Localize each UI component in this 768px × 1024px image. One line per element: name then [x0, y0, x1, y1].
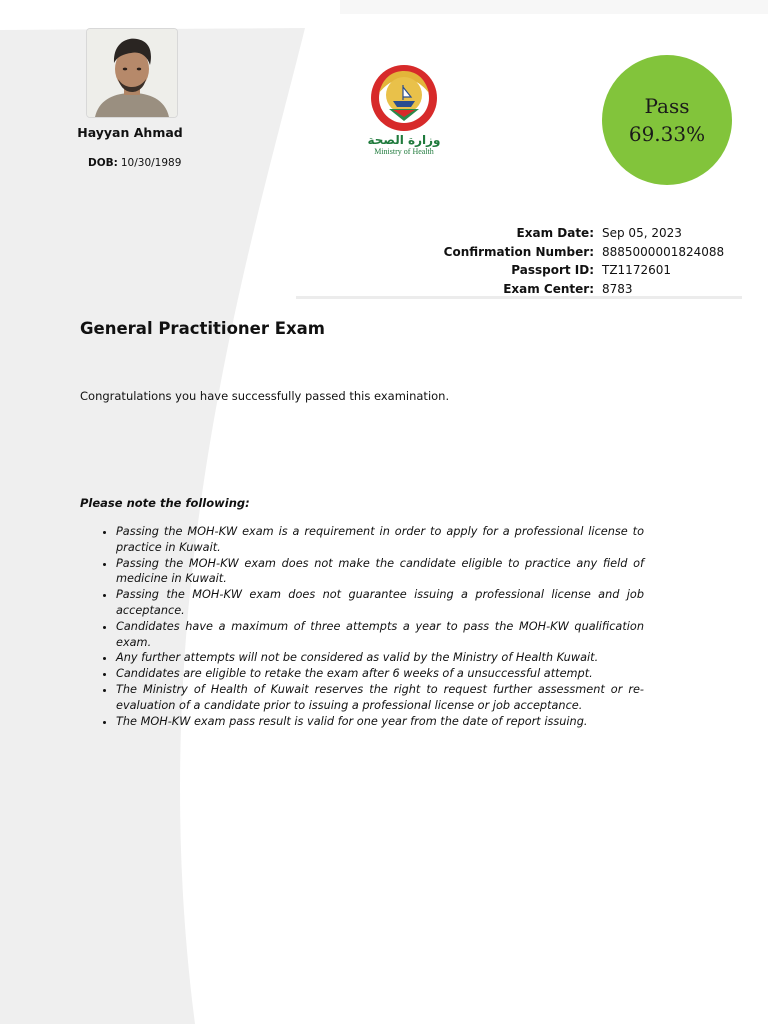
result-status: Pass [644, 94, 690, 118]
exam-date-label: Exam Date: [516, 226, 594, 241]
note-item: • The Ministry of Health of Kuwait reserves the right to request further assessment or re-evaluation of a candidate prior to issuing a professional license or job acceptance. [116, 682, 644, 714]
notes-heading: Please note the following: [80, 496, 250, 510]
note-item: • Candidates have a maximum of three attempts a year to pass the MOH-KW qualification exam. [116, 619, 644, 651]
notes-list [98, 524, 644, 729]
confirmation-number-label: Confirmation Number: [443, 244, 594, 259]
exam-date-value: Sep 05, 2023 [602, 226, 682, 241]
candidate-name: Hayyan Ahmad [77, 125, 183, 140]
exam-date-row [404, 224, 720, 243]
confirmation-number-value: 8885000001824088 [602, 244, 725, 259]
header-divider [296, 296, 742, 299]
note-item: • The MOH-KW exam pass result is valid for one year from the date of report issuing. [116, 714, 644, 730]
dob-label: DOB: [88, 157, 118, 169]
note-item: • Candidates are eligible to retake the exam after 6 weeks of a unsuccessful attempt. [116, 666, 644, 682]
note-item: • Any further attempts will not be considered as valid by the Ministry of Health Kuwait. [116, 650, 644, 666]
note-item: • Passing the MOH-KW exam is a requirement in order to apply for a professional license to practice in Kuwait. [116, 524, 644, 556]
exam-center-label: Exam Center: [503, 281, 594, 296]
logo-english-text: Ministry of Health [374, 147, 434, 156]
ministry-of-health-logo [366, 63, 442, 163]
candidate-dob [88, 157, 181, 169]
logo-arabic-text: وزارة الصحة [367, 133, 441, 147]
candidate-photo [86, 28, 178, 118]
note-item: • Passing the MOH-KW exam does not make the candidate eligible to practice any field of medicine in Kuwait. [116, 556, 644, 588]
passport-id-row [404, 261, 720, 280]
passport-id-label: Passport ID: [511, 263, 594, 278]
passport-id-value: TZ1172601 [602, 263, 671, 278]
ministry-emblem-icon [369, 63, 439, 133]
exam-center-value: 8783 [602, 281, 633, 296]
congratulations-message: Congratulations you have successfully passed this examination. [80, 389, 450, 403]
exam-info-table [404, 224, 725, 298]
result-score: 69.33% [628, 122, 706, 146]
dob-value: 10/30/1989 [120, 157, 182, 169]
exam-title: General Practitioner Exam [80, 319, 325, 338]
result-badge [602, 55, 732, 185]
note-item: • Passing the MOH-KW exam does not guarantee issuing a professional license and job acceptance. [116, 587, 644, 619]
confirmation-number-row [404, 243, 725, 262]
